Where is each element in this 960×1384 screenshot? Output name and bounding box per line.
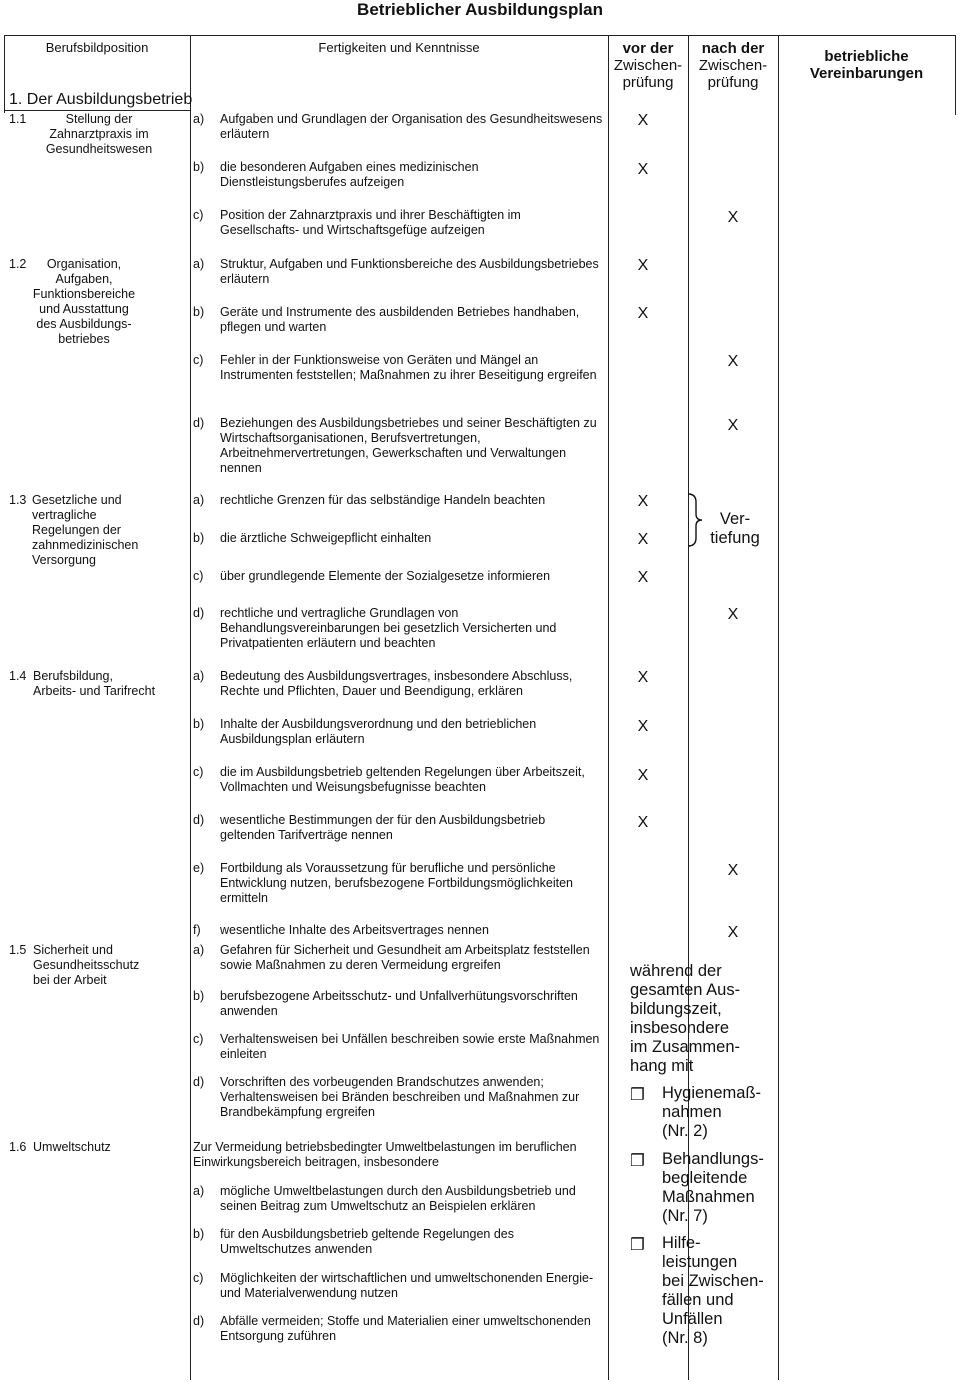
mark-after: X: [727, 353, 739, 370]
curly-brace-icon: [684, 492, 704, 548]
item-text: Abfälle vermeiden; Stoffe und Materialien einer umweltschonenden Entsorgung zuführen: [220, 1314, 591, 1343]
item-text: berufsbezogene Arbeitsschutz- und Unfallverhütungsvorschriften anwenden: [220, 989, 578, 1018]
position-line: Berufsbildung,: [33, 669, 113, 683]
table-right-border: [955, 35, 956, 115]
note-line: tiefung: [710, 529, 760, 547]
position-line: betriebes: [58, 332, 110, 346]
mark-before: X: [637, 493, 649, 510]
item-text: über grundlegende Elemente der Sozialgesetze informieren: [220, 569, 551, 583]
item-letter: a): [193, 1184, 205, 1198]
position-title: [24, 112, 174, 157]
skill-item: [193, 1032, 603, 1062]
skill-item: [193, 305, 603, 335]
position-line: Regelungen der: [32, 523, 121, 537]
skill-item: [193, 353, 603, 383]
item-letter: d): [193, 606, 205, 620]
header-before-line2: Zwischen-: [613, 57, 683, 74]
table-top-border: [4, 35, 956, 36]
position-number: 1.3: [9, 493, 27, 507]
section-underline: [4, 110, 190, 111]
column-divider-2: [608, 35, 609, 1380]
skill-item: [193, 989, 603, 1019]
sidebar-bullet: [630, 1234, 764, 1348]
position-line: Funktionsbereiche: [32, 287, 136, 301]
header-skills: Fertigkeiten und Kenntnisse: [318, 40, 480, 55]
mark-before: X: [637, 161, 649, 178]
mark-after: X: [727, 924, 739, 941]
item-letter: d): [193, 416, 205, 430]
item-letter: e): [193, 861, 205, 875]
bullet-line: Behandlungs-: [662, 1150, 764, 1168]
item-letter: c): [193, 1271, 204, 1285]
item-text: die ärztliche Schweigepflicht einhalten: [220, 531, 432, 545]
bullet-line: leistungen: [662, 1253, 738, 1271]
position-line: bei der Arbeit: [33, 973, 107, 987]
item-text: Position der Zahnarztpraxis und ihrer Beschäftigten im Gesellschafts- und Wirtschaftsgefüge aufzeigen: [220, 208, 521, 237]
item-letter: a): [193, 257, 205, 271]
item-text: rechtliche und vertragliche Grundlagen von Behandlungsvereinbarungen bei gesetzlich Versicherten und Privatpatienten erläutern und beachten: [220, 606, 557, 650]
column-divider-4: [778, 35, 779, 1380]
sidebar-note: [630, 962, 740, 1076]
mark-before: X: [637, 257, 649, 274]
mark-before: X: [637, 531, 649, 548]
item-letter: a): [193, 112, 205, 126]
item-text: Struktur, Aufgaben und Funktionsbereiche des Ausbildungsbetriebes erläutern: [220, 257, 599, 286]
bullet-line: (Nr. 2): [662, 1122, 708, 1140]
position-number: 1.2: [9, 257, 27, 271]
skill-item: [193, 160, 603, 190]
position-line: Sicherheit und: [33, 943, 113, 957]
skill-item: [193, 112, 603, 142]
skill-item: [193, 1075, 603, 1120]
mark-before: X: [637, 305, 649, 322]
mark-before: X: [637, 669, 649, 686]
column-divider-1: [190, 35, 191, 1380]
item-text: für den Ausbildungsbetrieb geltende Regelungen des Umweltschutzes anwenden: [220, 1227, 514, 1256]
position-title: [33, 1140, 183, 1155]
item-text: Geräte und Instrumente des ausbildenden Betriebes handhaben, pflegen und warten: [220, 305, 580, 334]
bullet-line: (Nr. 7): [662, 1207, 708, 1225]
item-text: mögliche Umweltbelastungen durch den Ausbildungsbetrieb und seinen Beitrag zum Umweltschutz an Beispielen erklären: [220, 1184, 576, 1213]
item-text: rechtliche Grenzen für das selbständige Handeln beachten: [220, 493, 546, 507]
position-line: Gesundheitsschutz: [33, 958, 140, 972]
position-line: Versorgung: [32, 553, 96, 567]
header-agreements: [778, 48, 955, 82]
sidebar-line: hang mit: [630, 1057, 694, 1075]
header-before-exam: [608, 40, 688, 91]
checkbox-bullet-icon: ❒: [630, 1152, 645, 1170]
position-line: und Ausstattung: [39, 302, 129, 316]
mark-before: X: [637, 569, 649, 586]
item-letter: b): [193, 989, 205, 1003]
position-number: 1.1: [9, 112, 27, 126]
sidebar-line: gesamten Aus-: [630, 981, 741, 999]
item-letter: c): [193, 1032, 204, 1046]
skill-item: [193, 493, 603, 508]
header-after-bold: nach der: [701, 40, 765, 57]
item-letter: d): [193, 1314, 205, 1328]
position-line: Aufgaben,: [55, 272, 113, 286]
checkbox-bullet-icon: ❒: [630, 1086, 645, 1104]
position-line: Arbeits- und Tarifrecht: [33, 684, 156, 698]
bullet-line: begleitende: [662, 1169, 748, 1187]
item-text: die im Ausbildungsbetrieb geltenden Regelungen über Arbeitszeit, Vollmachten und Weisungsbefugnisse beachten: [220, 765, 585, 794]
skill-item: [193, 861, 603, 906]
item-letter: a): [193, 493, 205, 507]
header-position: Berufsbildposition: [45, 40, 149, 55]
header-agreements-line2: Vereinbarungen: [809, 65, 924, 82]
skill-item: [193, 606, 603, 651]
item-letter: b): [193, 160, 205, 174]
skill-item: [193, 208, 603, 238]
page-title: Betrieblicher Ausbildungsplan: [357, 0, 603, 19]
header-after-line2: Zwischen-: [698, 57, 768, 74]
header-after-exam: [688, 40, 778, 91]
item-text: Beziehungen des Ausbildungsbetriebes und seiner Beschäftigten zu Wirtschaftsorganisationen, Berufsvertretungen, Arbeitnehmervertretungen, Gewerkschaften und Verwaltungen nennen: [220, 416, 597, 475]
skill-item: [193, 531, 603, 546]
position-title: [24, 257, 144, 347]
item-letter: b): [193, 717, 205, 731]
skill-item: [193, 1227, 603, 1257]
position-line: Stellung der: [65, 112, 133, 126]
note-line: Ver-: [719, 510, 751, 528]
bullet-line: fällen und: [662, 1291, 734, 1309]
position-line: vertragliche: [32, 508, 97, 522]
position-number: 1.4: [9, 669, 27, 683]
skill-item: [193, 669, 603, 699]
item-letter: b): [193, 305, 205, 319]
skill-item: [193, 765, 603, 795]
mark-before: X: [637, 767, 649, 784]
mark-before: X: [637, 718, 649, 735]
position-line: Zahnarztpraxis im: [49, 127, 149, 141]
position-number: 1.6: [9, 1140, 27, 1154]
skill-item: [193, 1184, 603, 1214]
intro-text: Zur Vermeidung betriebsbedingter Umweltbelastungen im beruflichen Einwirkungsbereich beitragen, insbesondere: [193, 1140, 577, 1169]
item-text: Inhalte der Ausbildungsverordnung und den betrieblichen Ausbildungsplan erläutern: [220, 717, 537, 746]
checkbox-bullet-icon: ❒: [630, 1236, 645, 1254]
header-before-line3: prüfung: [622, 74, 674, 91]
bullet-line: bei Zwischen-: [662, 1272, 764, 1290]
item-letter: c): [193, 353, 204, 367]
note-deepening: [710, 510, 760, 548]
item-letter: b): [193, 531, 205, 545]
mark-after: X: [727, 209, 739, 226]
mark-before: X: [637, 814, 649, 831]
item-letter: c): [193, 765, 204, 779]
bullet-line: Hygienemaß-: [662, 1084, 762, 1102]
sidebar-line: bildungszeit,: [630, 1000, 722, 1018]
sidebar-line: insbesondere: [630, 1019, 730, 1037]
position-line: Organisation,: [46, 257, 122, 271]
item-text: Verhaltensweisen bei Unfällen beschreiben sowie erste Maßnahmen einleiten: [220, 1032, 600, 1061]
position-line: Gesundheitswesen: [45, 142, 153, 156]
mark-after: X: [727, 417, 739, 434]
skill-item: [193, 813, 603, 843]
section-heading: 1. Der Ausbildungsbetrieb: [9, 91, 193, 108]
item-text: Vorschriften des vorbeugenden Brandschutzes anwenden; Verhaltensweisen bei Bränden beschreiben und Maßnahmen zur Brandbekämpfung ergreifen: [220, 1075, 580, 1119]
sidebar-line: im Zusammen-: [630, 1038, 741, 1056]
bullet-line: Maßnahmen: [662, 1188, 755, 1206]
skill-item: [193, 416, 603, 476]
position-line: zahnmedizinischen: [32, 538, 139, 552]
header-before-bold: vor der: [622, 40, 674, 57]
skill-item: [193, 1314, 603, 1344]
skill-item: [193, 943, 603, 973]
mark-after: X: [727, 606, 739, 623]
skill-item: [193, 1271, 603, 1301]
item-text: Aufgaben und Grundlagen der Organisation des Gesundheitswesens erläutern: [220, 112, 603, 141]
skill-item: [193, 923, 603, 938]
item-letter: b): [193, 1227, 205, 1241]
position-line: des Ausbildungs-: [36, 317, 132, 331]
item-text: die besonderen Aufgaben eines medizinischen Dienstleistungsberufes aufzeigen: [220, 160, 479, 189]
skill-item: [193, 717, 603, 747]
header-after-line3: prüfung: [707, 74, 759, 91]
position-title: [33, 669, 183, 699]
bullet-line: Unfällen: [662, 1310, 723, 1328]
item-letter: a): [193, 943, 205, 957]
bullet-line: Hilfe-: [662, 1234, 701, 1252]
sidebar-bullet: [630, 1084, 761, 1141]
header-agreements-line1: betriebliche: [824, 48, 909, 65]
position-line: Gesetzliche und: [32, 493, 122, 507]
skill-item: [193, 569, 603, 584]
item-text: Bedeutung des Ausbildungsvertrages, insbesondere Abschluss, Rechte und Pflichten, Dauer und Beendigung, erklären: [220, 669, 573, 698]
item-text: Fehler in der Funktionsweise von Geräten und Mängel an Instrumenten feststellen; Maßnahmen zu ihrer Beseitigung ergreifen: [220, 353, 597, 382]
bullet-line: nahmen: [662, 1103, 722, 1121]
skill-item: [193, 257, 603, 287]
item-text: wesentliche Bestimmungen der für den Ausbildungsbetrieb geltenden Tarifverträge nennen: [220, 813, 546, 842]
item-letter: c): [193, 208, 204, 222]
item-text: Gefahren für Sicherheit und Gesundheit am Arbeitsplatz feststellen sowie Maßnahmen zu deren Vermeidung ergreifen: [220, 943, 590, 972]
position-line: Umweltschutz: [33, 1140, 111, 1154]
bullet-line: (Nr. 8): [662, 1329, 708, 1347]
mark-before: X: [637, 112, 649, 129]
sidebar-line: während der: [630, 962, 722, 980]
sidebar-bullet: [630, 1150, 764, 1226]
position-title: [24, 493, 172, 568]
mark-after: X: [727, 862, 739, 879]
item-letter: a): [193, 669, 205, 683]
item-letter: c): [193, 569, 204, 583]
item-text: wesentliche Inhalte des Arbeitsvertrages nennen: [220, 923, 489, 937]
item-text: Fortbildung als Voraussetzung für berufliche und persönliche Entwicklung nutzen, berufsbezogene Fortbildungsmöglichkeiten ermitteln: [220, 861, 573, 905]
item-letter: d): [193, 813, 205, 827]
item-letter: f): [193, 923, 201, 937]
position-number: 1.5: [9, 943, 27, 957]
position-title: [33, 943, 183, 988]
item-text: Möglichkeiten der wirtschaftlichen und umweltschonenden Energie- und Materialverwendung nutzen: [220, 1271, 594, 1300]
item-letter: d): [193, 1075, 205, 1089]
